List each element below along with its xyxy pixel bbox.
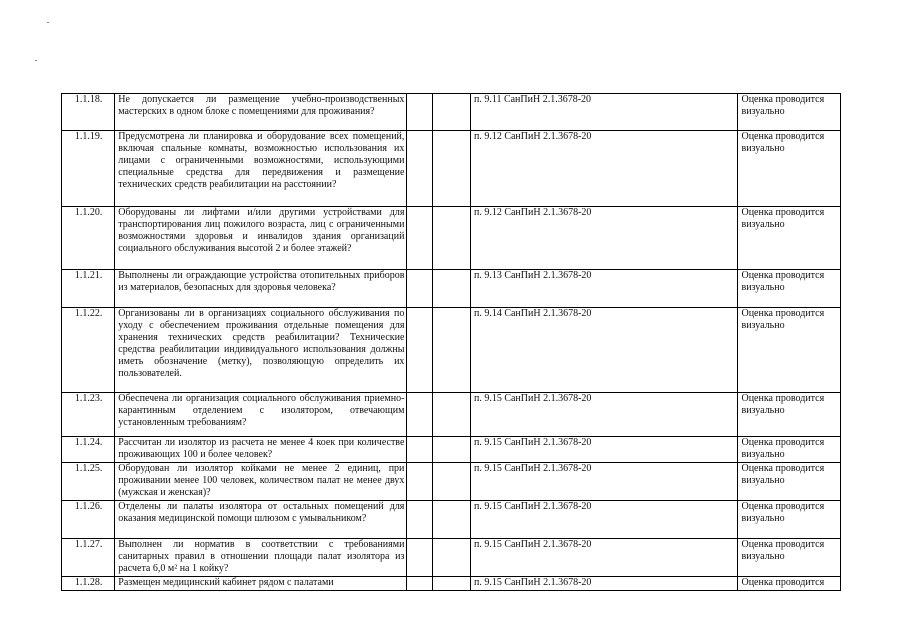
requirement-question: Предусмотрена ли планировка и оборудование всех помещений, включая спальные комнаты, возможностью использования их лицами с ограниченными возможностями, использующими специальные средства для передвижения и размещение технических средств реабилитации на расстоянии? bbox=[115, 131, 407, 207]
verification-method bbox=[738, 94, 841, 131]
requirement-question: Рассчитан ли изолятор из расчета не менее 4 коек при количестве проживающих 100 и более человек? bbox=[115, 437, 407, 463]
verification-method bbox=[738, 393, 841, 437]
verification-method-text: Оценка проводится визуально bbox=[741, 94, 825, 117]
normative-reference: п. 9.12 СанПиН 2.1.3678-20 bbox=[470, 207, 738, 270]
requirement-question: Выполнен ли норматив в соответствии с требованиями санитарных правил в отношении площади палат изолятора из расчета 6,0 м² на 1 койку? bbox=[115, 539, 407, 577]
normative-reference: п. 9.14 СанПиН 2.1.3678-20 bbox=[470, 308, 738, 393]
blank-cell bbox=[433, 207, 471, 270]
verification-method bbox=[738, 207, 841, 270]
item-number: 1.1.20. bbox=[62, 207, 115, 270]
requirement-question: Оборудованы ли лифтами и/или другими устройствами для транспортирования лиц пожилого возраста, лиц с ограниченными возможностями здоровья и инвалидов здания организаций социального обслуживания высотой 2 и более этажей? bbox=[115, 207, 407, 270]
blank-cell bbox=[433, 463, 471, 501]
normative-reference: п. 9.13 СанПиН 2.1.3678-20 bbox=[470, 270, 738, 308]
table-row bbox=[62, 131, 841, 207]
verification-method-text: Оценка проводится визуально bbox=[741, 463, 825, 486]
item-number: 1.1.22. bbox=[62, 308, 115, 393]
table-row bbox=[62, 463, 841, 501]
table-row bbox=[62, 94, 841, 131]
blank-cell bbox=[433, 308, 471, 393]
requirement-question: Размещен медицинский кабинет рядом с палатами bbox=[115, 577, 407, 591]
normative-reference: п. 9.15 СанПиН 2.1.3678-20 bbox=[470, 437, 738, 463]
verification-method-text: Оценка проводится визуально bbox=[741, 131, 825, 154]
requirement-question: Отделены ли палаты изолятора от остальных помещений для оказания медицинской помощи шлюзом с умывальником? bbox=[115, 501, 407, 539]
blank-cell bbox=[407, 207, 433, 270]
blank-cell bbox=[407, 539, 433, 577]
verification-method-text: Оценка проводится визуально bbox=[741, 207, 825, 230]
blank-cell bbox=[433, 270, 471, 308]
blank-cell bbox=[407, 463, 433, 501]
scan-speck bbox=[47, 22, 49, 23]
table-row bbox=[62, 437, 841, 463]
item-number: 1.1.24. bbox=[62, 437, 115, 463]
normative-reference: п. 9.15 СанПиН 2.1.3678-20 bbox=[470, 577, 738, 591]
checklist-body bbox=[62, 94, 841, 591]
blank-cell bbox=[407, 131, 433, 207]
blank-cell bbox=[433, 94, 471, 131]
requirement-question: Оборудован ли изолятор койками не менее 2 единиц, при проживании менее 100 человек, количеством палат не менее двух (мужская и женская)? bbox=[115, 463, 407, 501]
blank-cell bbox=[407, 393, 433, 437]
verification-method bbox=[738, 501, 841, 539]
table-row bbox=[62, 308, 841, 393]
blank-cell bbox=[433, 437, 471, 463]
requirement-question: Организованы ли в организациях социального обслуживания по уходу с обеспечением проживания отдельные помещения для хранения технических средств реабилитации? Технические средства реабилитации индивидуального использования должны иметь обозначение (метку), позволяющую определить их пользователей. bbox=[115, 308, 407, 393]
verification-method bbox=[738, 463, 841, 501]
requirement-question: Не допускается ли размещение учебно-производственных мастерских в одном блоке с помещениями для проживания? bbox=[115, 94, 407, 131]
blank-cell bbox=[433, 539, 471, 577]
blank-cell bbox=[433, 131, 471, 207]
table-row bbox=[62, 270, 841, 308]
scan-speck bbox=[35, 60, 37, 61]
verification-method-text: Оценка проводится визуально bbox=[741, 437, 825, 460]
blank-cell bbox=[433, 501, 471, 539]
item-number: 1.1.26. bbox=[62, 501, 115, 539]
blank-cell bbox=[407, 270, 433, 308]
blank-cell bbox=[407, 437, 433, 463]
verification-method-text: Оценка проводится визуально bbox=[741, 308, 825, 331]
blank-cell bbox=[433, 393, 471, 437]
table-row bbox=[62, 577, 841, 591]
item-number: 1.1.23. bbox=[62, 393, 115, 437]
item-number: 1.1.18. bbox=[62, 94, 115, 131]
table-row bbox=[62, 207, 841, 270]
table-row bbox=[62, 393, 841, 437]
verification-method bbox=[738, 270, 841, 308]
blank-cell bbox=[407, 94, 433, 131]
verification-method-text: Оценка проводится визуально bbox=[741, 393, 825, 416]
blank-cell bbox=[407, 501, 433, 539]
requirement-question: Выполнены ли ограждающие устройства отопительных приборов из материалов, безопасных для здоровья человека? bbox=[115, 270, 407, 308]
table-row bbox=[62, 501, 841, 539]
normative-reference: п. 9.15 СанПиН 2.1.3678-20 bbox=[470, 393, 738, 437]
requirements-checklist-table bbox=[61, 93, 841, 591]
item-number: 1.1.28. bbox=[62, 577, 115, 591]
item-number: 1.1.27. bbox=[62, 539, 115, 577]
verification-method bbox=[738, 308, 841, 393]
verification-method-text: Оценка проводится визуально bbox=[741, 270, 825, 293]
verification-method bbox=[738, 577, 841, 591]
normative-reference: п. 9.12 СанПиН 2.1.3678-20 bbox=[470, 131, 738, 207]
normative-reference: п. 9.15 СанПиН 2.1.3678-20 bbox=[470, 501, 738, 539]
item-number: 1.1.19. bbox=[62, 131, 115, 207]
verification-method bbox=[738, 539, 841, 577]
verification-method-text: Оценка проводится визуально bbox=[741, 539, 825, 562]
table-row bbox=[62, 539, 841, 577]
normative-reference: п. 9.15 СанПиН 2.1.3678-20 bbox=[470, 463, 738, 501]
verification-method-text: Оценка проводится bbox=[741, 577, 825, 588]
normative-reference: п. 9.15 СанПиН 2.1.3678-20 bbox=[470, 539, 738, 577]
normative-reference: п. 9.11 СанПиН 2.1.3678-20 bbox=[470, 94, 738, 131]
blank-cell bbox=[407, 577, 433, 591]
blank-cell bbox=[407, 308, 433, 393]
blank-cell bbox=[433, 577, 471, 591]
verification-method bbox=[738, 131, 841, 207]
item-number: 1.1.25. bbox=[62, 463, 115, 501]
requirement-question: Обеспечена ли организация социального обслуживания приемно-карантинным отделением с изолятором, отвечающим установленным требованиям? bbox=[115, 393, 407, 437]
item-number: 1.1.21. bbox=[62, 270, 115, 308]
verification-method-text: Оценка проводится визуально bbox=[741, 501, 825, 524]
verification-method bbox=[738, 437, 841, 463]
